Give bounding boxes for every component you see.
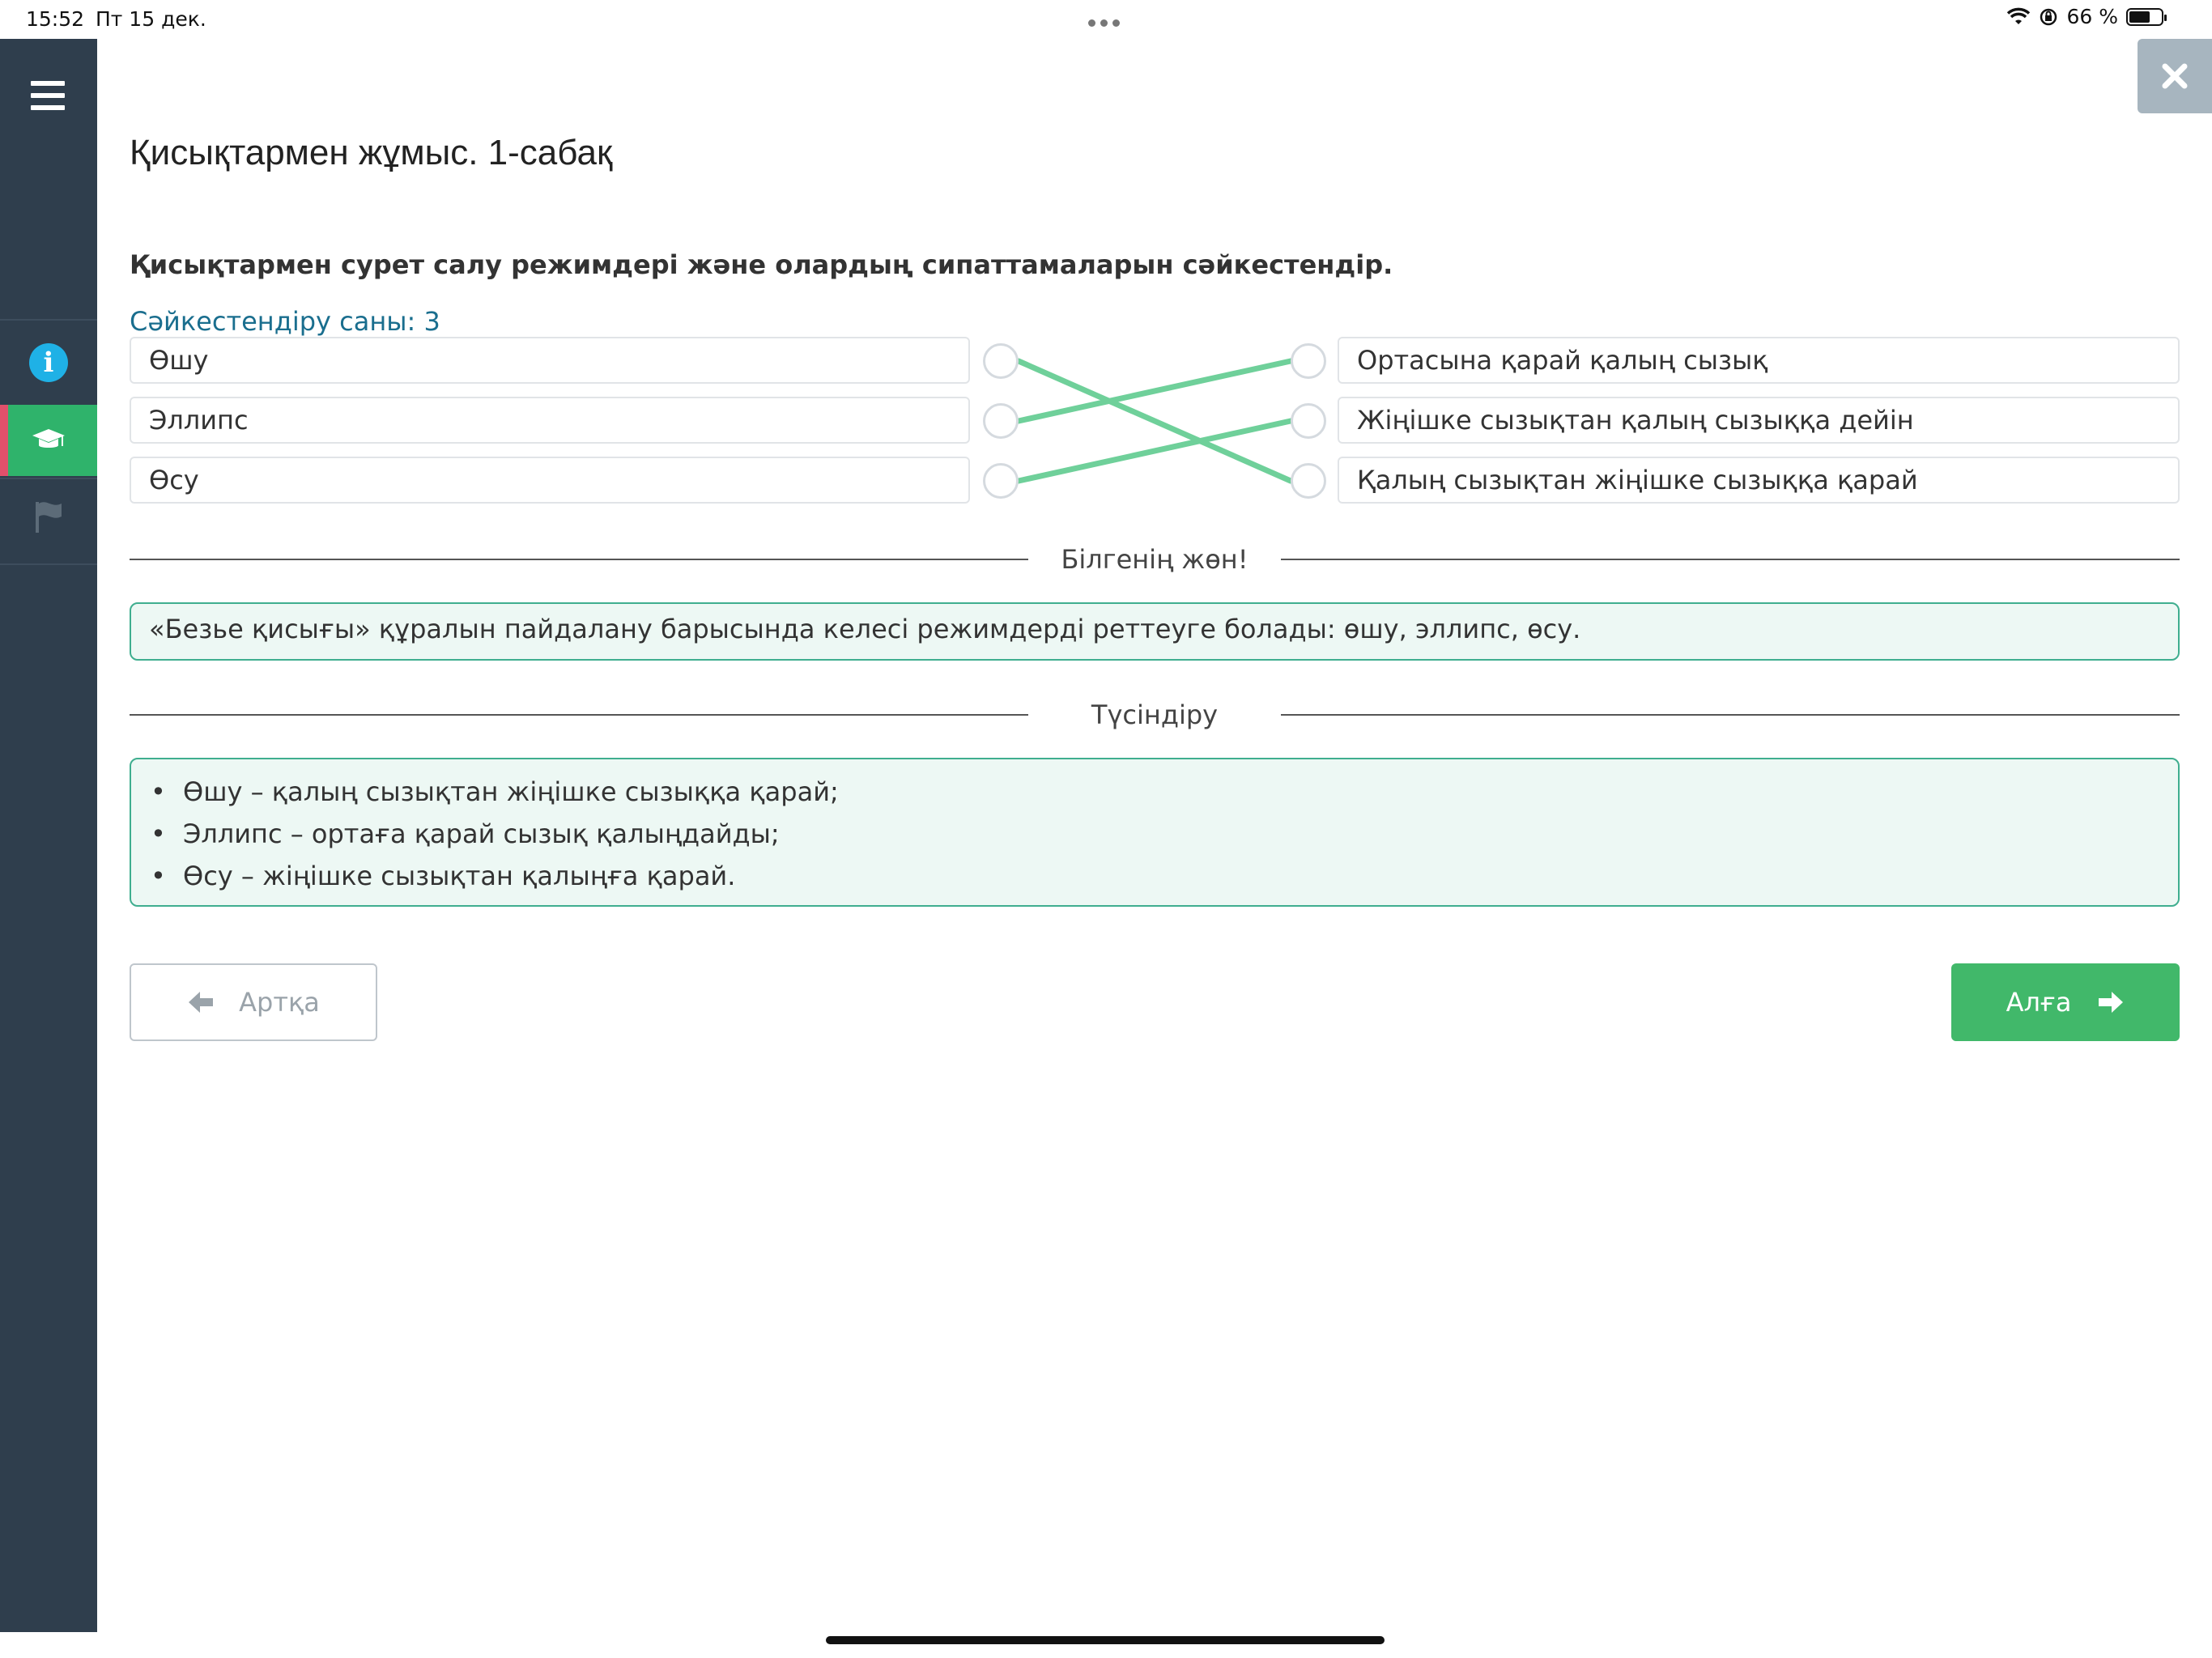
back-button-label: Артқа [239, 987, 320, 1018]
right-connector[interactable] [1291, 463, 1326, 499]
explain-item: • Эллипс – ортаға қарай сызық қалыңдайды; [183, 813, 2160, 855]
arrow-left-icon [187, 990, 215, 1014]
status-time: 15:52 [26, 7, 85, 31]
right-option[interactable] [1338, 397, 2180, 444]
left-connector[interactable] [983, 343, 1019, 379]
status-date: Пт 15 дек. [96, 7, 206, 31]
left-option[interactable] [130, 397, 970, 444]
back-button[interactable] [130, 963, 377, 1041]
match-count: Сәйкестендіру саны: 3 [130, 306, 440, 337]
know-text: «Безье қисығы» құралын пайдалану барысында келесі режимдерді реттеуге болады: өшу, эллипс, өсу. [149, 614, 1581, 644]
match-line [1019, 361, 1291, 481]
question-text: Қисықтармен сурет салу режимдері және олардың сипаттамаларын сәйкестендір. [130, 249, 1393, 280]
info-icon: i [29, 343, 68, 382]
left-option-label: Өсу [149, 465, 199, 495]
right-option[interactable] [1338, 457, 2180, 504]
explain-list [149, 771, 2160, 897]
home-indicator[interactable] [826, 1636, 1385, 1644]
left-connector[interactable] [983, 403, 1019, 439]
match-line [1019, 421, 1291, 481]
know-box [130, 602, 2180, 661]
right-option-label: Ортасына қарай қалың сызық [1357, 345, 1768, 376]
arrow-right-icon [2097, 990, 2125, 1014]
right-option-label: Қалың сызықтан жіңішке сызыққа қарай [1357, 465, 1918, 495]
left-option-label: Эллипс [149, 405, 249, 436]
match-line [1019, 361, 1291, 421]
right-connector[interactable] [1291, 343, 1326, 379]
explain-section-label: Түсіндіру [1091, 699, 1219, 730]
explain-item: • Өшу – қалың сызықтан жіңішке сызыққа қарай; [183, 771, 2160, 813]
page-title: Қисықтармен жұмыс. 1-сабақ [130, 133, 613, 172]
left-connector[interactable] [983, 463, 1019, 499]
right-option[interactable] [1338, 337, 2180, 384]
left-option[interactable] [130, 457, 970, 504]
left-option-label: Өшу [149, 345, 209, 376]
explain-item: • Өсу – жіңішке сызықтан қалыңға қарай. [183, 855, 2160, 897]
know-section-label: Білгенің жөн! [1061, 544, 1249, 575]
battery-percent: 66 % [2066, 5, 2118, 28]
explain-box [130, 758, 2180, 907]
next-button-label: Алға [2006, 987, 2072, 1018]
right-connector[interactable] [1291, 403, 1326, 439]
right-option-label: Жіңішке сызықтан қалың сызыққа дейін [1357, 405, 1914, 436]
left-option[interactable] [130, 337, 970, 384]
next-button[interactable] [1951, 963, 2180, 1041]
